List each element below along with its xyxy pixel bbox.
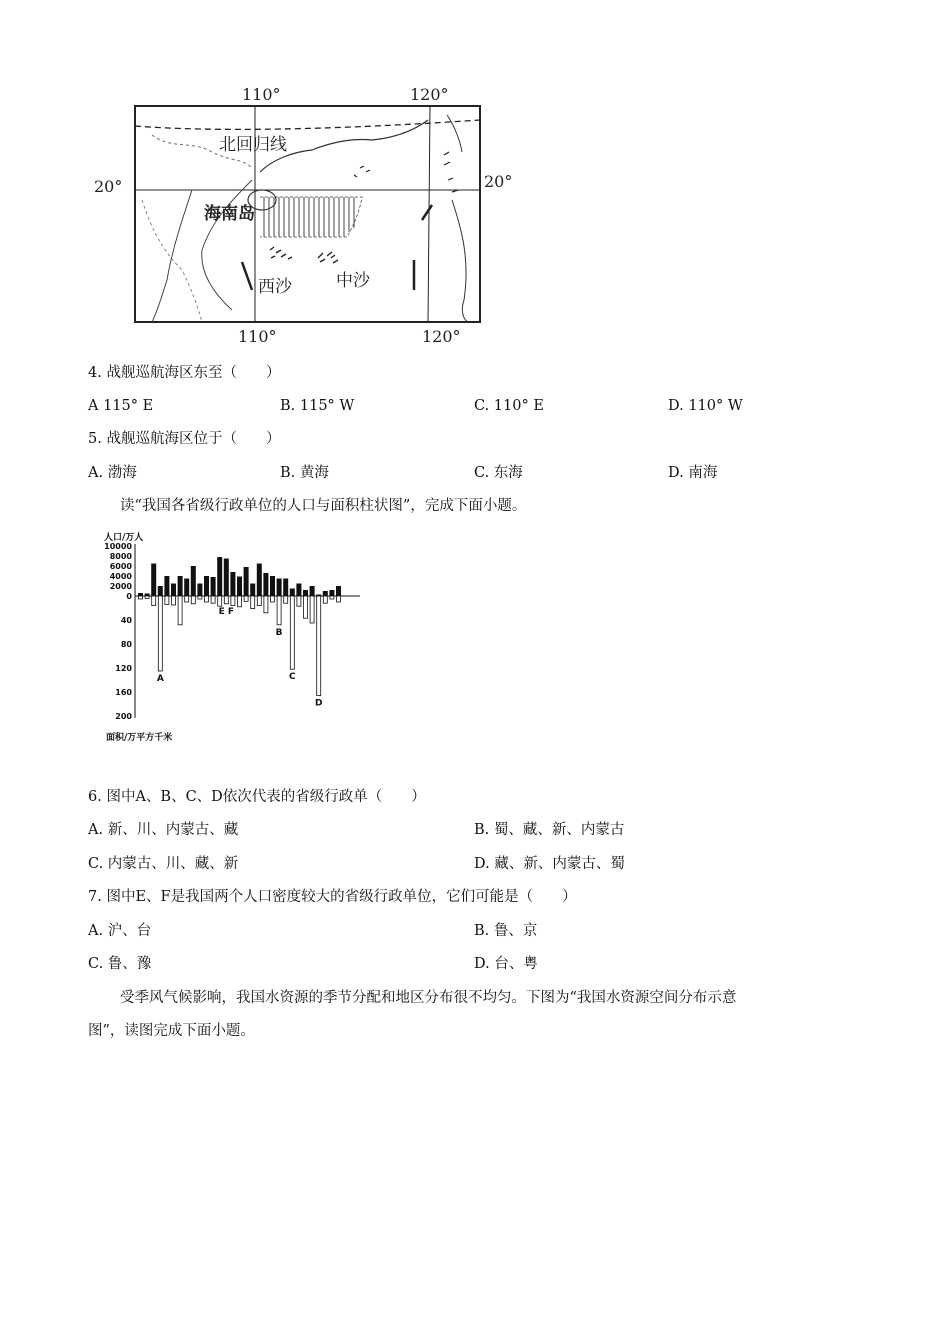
q5-option-a[interactable]: A. 渤海 <box>88 465 137 481</box>
area-bar <box>317 596 321 696</box>
q7-option-a[interactable]: A. 沪、台 <box>88 923 152 939</box>
population-bar <box>197 584 202 597</box>
area-bar <box>191 596 195 604</box>
area-bar <box>145 596 149 598</box>
lon-label-top-110: 110° <box>242 85 281 104</box>
area-tick-label: 200 <box>115 712 132 721</box>
taiwan-coast <box>447 115 462 152</box>
bar-letter-label: A <box>156 674 164 684</box>
area-bar <box>323 596 327 603</box>
area-bar <box>271 596 275 602</box>
q4-option-b[interactable]: B. 115° W <box>280 398 355 414</box>
lon-label-bottom-120: 120° <box>422 327 461 346</box>
bar-letter-label: D <box>314 698 323 709</box>
area-bar <box>172 596 176 605</box>
population-bar <box>296 584 301 597</box>
question-text: 战舰巡航海区位于（ ） <box>106 431 281 447</box>
area-tick-label: 40 <box>120 616 132 625</box>
lon-label-top-120: 120° <box>410 85 449 104</box>
pop-tick-label: 0 <box>126 592 132 601</box>
tropic-line <box>135 120 480 129</box>
lon-label-bottom-110: 110° <box>238 327 277 346</box>
area-bar <box>158 596 162 671</box>
population-area-chart <box>92 528 372 750</box>
population-bar <box>263 573 268 596</box>
area-bar <box>185 596 189 602</box>
q5-option-c[interactable]: C. 东海 <box>474 465 523 481</box>
population-bar <box>244 567 249 596</box>
population-bar <box>257 564 262 597</box>
population-bar <box>310 586 315 596</box>
area-tick-label: 120 <box>115 664 132 673</box>
q6-option-a[interactable]: A. 新、川、内蒙古、藏 <box>88 822 239 838</box>
population-bar <box>138 593 143 596</box>
population-bar <box>151 564 156 597</box>
population-bar <box>217 557 222 596</box>
area-bar <box>284 596 288 603</box>
q7-option-b[interactable]: B. 鲁、京 <box>474 923 538 939</box>
area-bar <box>152 596 156 606</box>
q5-option-d[interactable]: D. 南海 <box>668 465 718 481</box>
bar-letter-label: C <box>288 672 296 683</box>
area-tick-label: 160 <box>115 688 132 697</box>
q6-option-b[interactable]: B. 蜀、藏、新、内蒙古 <box>474 822 625 838</box>
population-bar <box>329 590 334 596</box>
area-bar <box>330 596 334 599</box>
question-number: 7. <box>88 889 102 905</box>
area-tick-label: 80 <box>120 640 132 649</box>
question-number: 5. <box>88 431 102 447</box>
zhongsha-reefs <box>318 252 338 263</box>
pop-tick-label: 2000 <box>109 582 132 591</box>
scattered-reefs-2 <box>444 152 458 192</box>
area-bar <box>211 596 215 603</box>
question-text: 图中A、B、C、D依次代表的省级行政单（ ） <box>106 789 426 805</box>
area-bar <box>257 596 261 606</box>
area-bar <box>310 596 314 623</box>
q6-option-d[interactable]: D. 藏、新、内蒙古、蜀 <box>474 856 625 872</box>
area-bar <box>304 596 308 618</box>
question-text: 图中E、F是我国两个人口密度较大的省级行政单位，它们可能是（ ） <box>106 889 577 905</box>
area-bar <box>337 596 341 602</box>
chart-ylabel-bottom: 面积/万平方千米 <box>106 733 173 743</box>
question-7-stem <box>88 888 577 906</box>
pop-tick-label: 8000 <box>109 552 132 561</box>
population-bar <box>230 572 235 596</box>
area-bar <box>165 596 169 604</box>
population-bar <box>303 590 308 596</box>
q6-option-c[interactable]: C. 内蒙古、川、藏、新 <box>88 856 239 872</box>
inland-border-2 <box>142 200 202 322</box>
area-bar <box>297 596 301 606</box>
area-bar <box>231 596 235 606</box>
area-bar <box>139 596 143 599</box>
question-6-stem <box>88 788 426 806</box>
area-bar <box>218 596 222 606</box>
lat-label-right: 20° <box>484 172 513 191</box>
population-bar <box>164 576 169 596</box>
population-bar <box>211 577 216 596</box>
area-bar <box>264 596 268 613</box>
population-bar <box>178 576 183 596</box>
area-bar <box>178 596 182 625</box>
chart-ylabel-top: 人口/万人 <box>104 533 144 543</box>
indochina-coast <box>152 180 252 322</box>
scattered-reefs-1 <box>354 166 370 177</box>
area-bar <box>224 596 228 604</box>
lat-label-left: 20° <box>94 177 123 196</box>
population-bar <box>323 591 328 596</box>
chart-intro: 读“我国各省级行政单位的人口与面积柱状图”，完成下面小题。 <box>120 498 527 514</box>
q7-option-c[interactable]: C. 鲁、豫 <box>88 956 152 972</box>
island-marks-1 <box>422 205 432 220</box>
area-bar <box>251 596 255 609</box>
population-bar <box>277 579 282 597</box>
q4-option-c[interactable]: C. 110° E <box>474 398 544 414</box>
population-bar <box>158 586 163 596</box>
south-china-sea-map <box>92 80 522 350</box>
area-bar <box>205 596 209 602</box>
population-bar <box>290 589 295 597</box>
water-intro-line-1: 受季风气候影响，我国水资源的季节分配和地区分布很不均匀。下图为“我国水资源空间分布示意 <box>120 990 737 1006</box>
question-number: 4. <box>88 365 102 381</box>
q4-option-a[interactable]: A 115° E <box>88 398 154 414</box>
population-bar <box>204 576 209 596</box>
population-bar <box>270 576 275 596</box>
population-bar <box>237 577 242 597</box>
population-bar <box>191 566 196 596</box>
area-bar <box>244 596 248 601</box>
area-bar <box>277 596 281 625</box>
population-bar <box>184 579 189 597</box>
area-bar <box>290 596 294 669</box>
area-bar <box>238 596 242 607</box>
tropic-label: 北回归线 <box>219 135 287 155</box>
xisha-reefs <box>270 247 292 259</box>
pop-tick-label: 6000 <box>109 562 132 571</box>
water-intro-line-2: 图”，读图完成下面小题。 <box>88 1023 255 1039</box>
population-bar <box>250 584 255 597</box>
question-number: 6. <box>88 789 102 805</box>
q7-option-d[interactable]: D. 台、粤 <box>474 956 538 972</box>
population-bar <box>283 579 288 597</box>
area-bar <box>198 596 202 599</box>
pop-tick-label: 10000 <box>104 542 132 551</box>
xisha-label: 西沙 <box>258 277 292 297</box>
population-bar <box>336 586 341 596</box>
question-text: 战舰巡航海区东至（ ） <box>106 365 281 381</box>
population-bar <box>224 559 229 597</box>
hainan-label: 海南岛 <box>204 204 255 224</box>
philippines-coast <box>452 200 468 322</box>
lon-120-line <box>428 106 430 322</box>
island-marks-3 <box>242 262 252 290</box>
q4-option-d[interactable]: D. 110° W <box>668 398 743 414</box>
question-4-stem <box>88 364 280 382</box>
bar-letter-label: B <box>275 627 283 638</box>
q5-option-b[interactable]: B. 黄海 <box>280 465 329 481</box>
question-5-stem <box>88 430 280 448</box>
pop-tick-label: 4000 <box>109 572 132 581</box>
bar-letter-label: E F <box>218 606 235 617</box>
population-bar <box>171 584 176 597</box>
zhongsha-label: 中沙 <box>336 271 370 291</box>
